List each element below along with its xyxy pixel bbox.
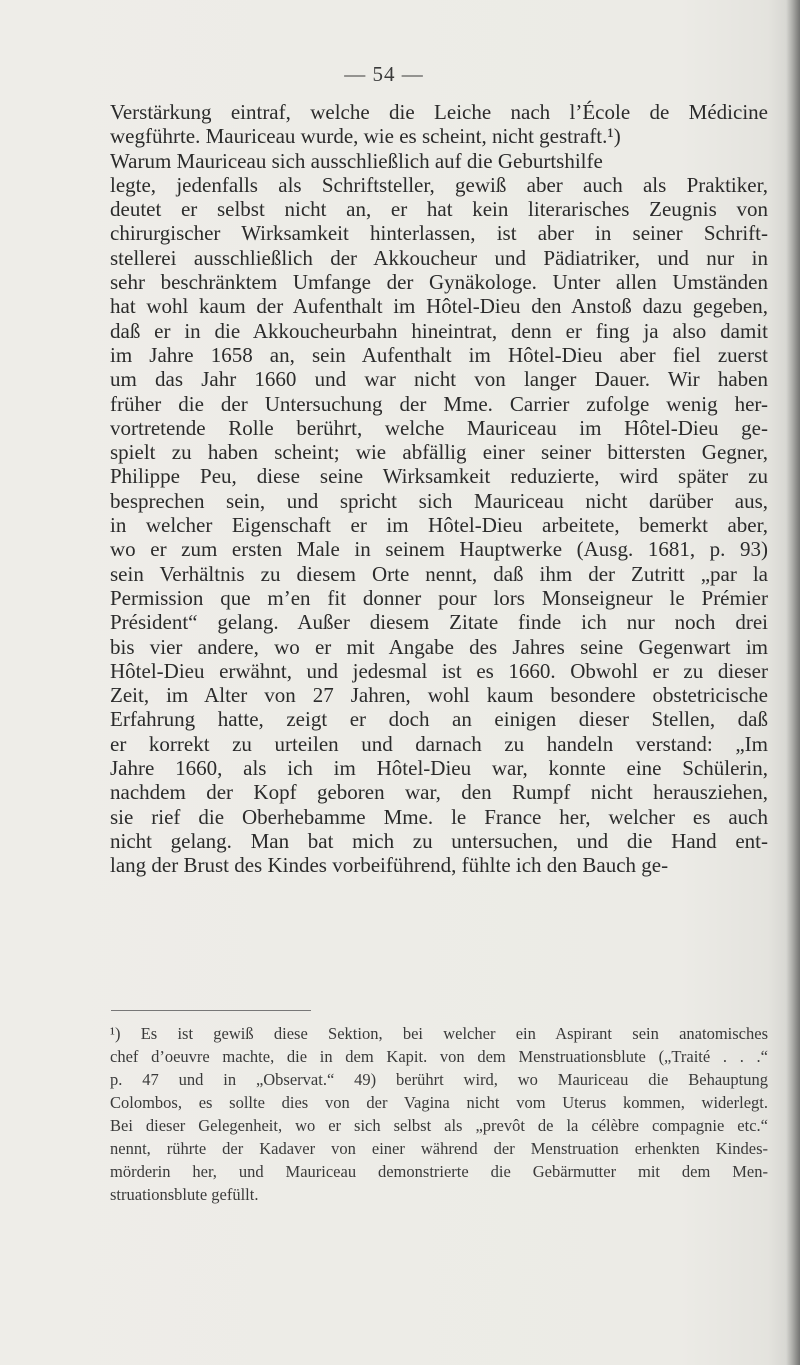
text-line: nicht gelang. Man bat mich zu untersuchen, und die Hand ent- — [110, 828, 768, 853]
footnote-line: ¹) Es ist gewiß diese Sektion, bei welcher ein Aspirant sein anatomisches — [110, 1024, 768, 1043]
text-line: besprechen sein, und spricht sich Mauriceau nicht darüber aus, — [110, 488, 768, 513]
text-line: in welcher Eigenschaft er im Hôtel-Dieu arbeitete, bemerkt aber, — [110, 513, 768, 538]
text-line: daß er in die Akkoucheurbahn hineintrat, denn er fing ja also damit — [110, 318, 768, 343]
text-line: Jahre 1660, als ich im Hôtel-Dieu war, konnte eine Schülerin, — [110, 756, 768, 781]
footnotes — [110, 1022, 768, 1206]
text-line: chirurgischer Wirksamkeit hinterlassen, ist aber in seiner Schrift- — [110, 221, 768, 246]
page-edge-shadow — [786, 0, 800, 1365]
text-line: wo er zum ersten Male in seinem Hauptwerke (Ausg. 1681, p. 93) — [110, 537, 768, 562]
text-line: stellerei ausschließlich der Akkoucheur und Pädiatriker, und nur in — [110, 245, 768, 270]
footnote-line: chef d’oeuvre machte, die in dem Kapit. von dem Menstruationsblute („Traité . . .“ — [110, 1047, 768, 1066]
text-line: er korrekt zu urteilen und darnach zu handeln verstand: „Im — [110, 731, 768, 756]
text-line: spielt zu haben scheint; wie abfällig einer seiner bittersten Gegner, — [110, 440, 768, 465]
text-line: vortretende Rolle berührt, welche Mauriceau im Hôtel-Dieu ge- — [110, 415, 768, 440]
text-line: früher die der Untersuchung der Mme. Carrier zufolge wenig her- — [110, 391, 768, 416]
text-line: Verstärkung eintraf, welche die Leiche nach l’École de Médicine — [110, 100, 768, 124]
text-line: im Jahre 1658 an, sein Aufenthalt im Hôtel-Dieu aber fiel zuerst — [110, 342, 768, 367]
text-line: Hôtel-Dieu erwähnt, und jedesmal ist es 1660. Obwohl er zu dieser — [110, 658, 768, 683]
footnote-line: nennt, rührte der Kadaver von einer während der Menstruation erhenkten Kindes- — [110, 1139, 768, 1158]
text-line: um das Jahr 1660 und war nicht von langer Dauer. Wir haben — [110, 367, 768, 392]
text-line: legte, jedenfalls als Schriftsteller, gewiß aber auch als Praktiker, — [110, 172, 768, 197]
page-number: — 54 — — [344, 62, 424, 86]
text-line: lang der Brust des Kindes vorbeiführend, fühlte ich den Bauch ge- — [110, 853, 669, 878]
footnote-line: mörderin her, und Mauriceau demonstrierte die Gebärmutter mit dem Men- — [110, 1162, 768, 1181]
text-line: wegführte. Mauriceau wurde, wie es scheint, nicht gestraft.¹) — [110, 124, 621, 149]
footnote-line: struationsblute gefüllt. — [110, 1185, 259, 1204]
main-text — [110, 100, 768, 878]
text-line: Warum Mauriceau sich ausschließlich auf die Geburtshilfe — [110, 148, 603, 173]
footnote-line: Colombos, es sollte dies von der Vagina nicht vom Uterus kommen, widerlegt. — [110, 1093, 768, 1112]
text-line: Erfahrung hatte, zeigt er doch an einigen dieser Stellen, daß — [110, 707, 768, 732]
text-line: sie rief die Oberhebamme Mme. le France her, welcher es auch — [110, 804, 768, 829]
text-line: Permission que m’en fit donner pour lors Monseigneur le Prémier — [110, 585, 768, 610]
text-line: Zeit, im Alter von 27 Jahren, wohl kaum besondere obstetricische — [110, 683, 768, 708]
text-line: hat wohl kaum der Aufenthalt im Hôtel-Dieu den Anstoß dazu gegeben, — [110, 294, 768, 319]
text-line: Philippe Peu, diese seine Wirksamkeit reduzierte, wird später zu — [110, 464, 768, 489]
footnote-line: Bei dieser Gelegenheit, wo er sich selbst als „prevôt de la célèbre compagnie etc.“ — [110, 1116, 768, 1135]
text-line: Président“ gelang. Außer diesem Zitate finde ich nur noch drei — [110, 610, 768, 635]
text-line: sein Verhältnis zu diesem Orte nennt, daß ihm der Zutritt „par la — [110, 561, 768, 586]
text-line: sehr beschränktem Umfange der Gynäkologe. Unter allen Umständen — [110, 270, 768, 295]
footnote-separator — [111, 1010, 311, 1011]
text-line: deutet er selbst nicht an, er hat kein literarisches Zeugnis von — [110, 197, 768, 222]
text-line: bis vier andere, wo er mit Angabe des Jahres seine Gegenwart im — [110, 634, 768, 659]
footnote-line: p. 47 und in „Observat.“ 49) berührt wird, wo Mauriceau die Behauptung — [110, 1070, 768, 1089]
text-line: nachdem der Kopf geboren war, den Rumpf nicht herausziehen, — [110, 780, 768, 805]
